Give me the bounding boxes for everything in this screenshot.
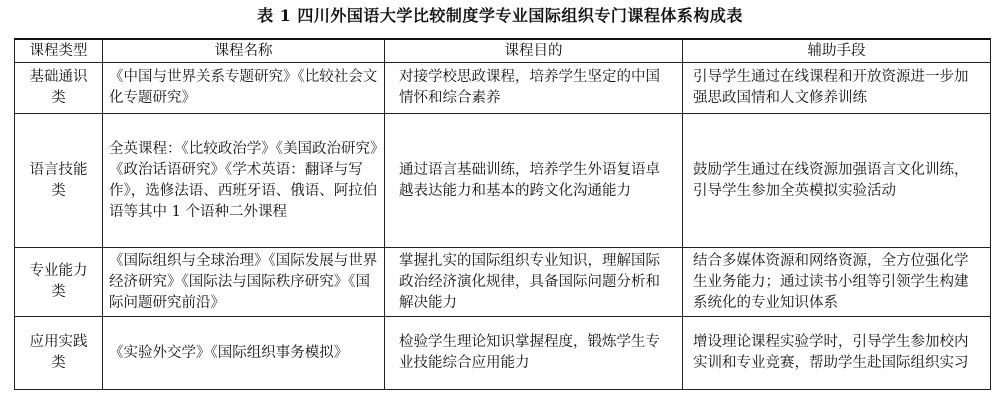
cell-course-goal: 对接学校思政课程，培养学生坚定的中国情怀和综合素养: [385, 63, 683, 114]
header-course-aid: 辅助手段: [683, 39, 991, 63]
cell-course-goal: 掌握扎实的国际组织专业知识，理解国际政治经济演化规律，具备国际问题分析和解决能力: [385, 248, 683, 317]
cell-course-type: 应用实践类: [15, 317, 103, 390]
header-course-type: 课程类型: [15, 39, 103, 63]
cell-course-aid: 鼓励学生通过在线资源加强语言文化训练，引导学生参加全英模拟实验活动: [683, 114, 991, 248]
cell-course-goal: 检验学生理论知识掌握程度，锻炼学生专业技能综合应用能力: [385, 317, 683, 390]
cell-course-type: 基础通识类: [15, 63, 103, 114]
cell-course-name: 《实验外交学》《国际组织事务模拟》: [103, 317, 385, 390]
cell-course-name: 《中国与世界关系专题研究》《比较社会文化专题研究》: [103, 63, 385, 114]
header-course-goal: 课程目的: [385, 39, 683, 63]
cell-course-type: 专业能力类: [15, 248, 103, 317]
table-row: [15, 114, 991, 248]
table-header-row: [15, 39, 991, 63]
cell-course-aid: 引导学生通过在线课程和开放资源进一步加强思政国情和人文修养训练: [683, 63, 991, 114]
cell-course-aid: 增设理论课程实验学时，引导学生参加校内实训和专业竞赛，帮助学生赴国际组织实习: [683, 317, 991, 390]
course-structure-table: [14, 38, 991, 390]
table-caption: 表 1 四川外国语大学比较制度学专业国际组织专门课程体系构成表: [257, 6, 743, 25]
table-row: [15, 317, 991, 390]
cell-course-goal: 通过语言基础训练，培养学生外语复语卓越表达能力和基本的跨文化沟通能力: [385, 114, 683, 248]
cell-course-aid: 结合多媒体资源和网络资源，全方位强化学生业务能力；通过读书小组等引领学生构建系统化的专业知识体系: [683, 248, 991, 317]
table-row: [15, 63, 991, 114]
cell-course-type: 语言技能类: [15, 114, 103, 248]
table-row: [15, 248, 991, 317]
header-course-name: 课程名称: [103, 39, 385, 63]
cell-course-name: 全英课程：《比较政治学》《美国政治研究》《政治话语研究》《学术英语：翻译与写作》，选修法语、西班牙语、俄语、阿拉伯语等其中 1 个语种二外课程: [103, 114, 385, 248]
cell-course-name: 《国际组织与全球治理》《国际发展与世界经济研究》《国际法与国际秩序研究》《国际问题研究前沿》: [103, 248, 385, 317]
